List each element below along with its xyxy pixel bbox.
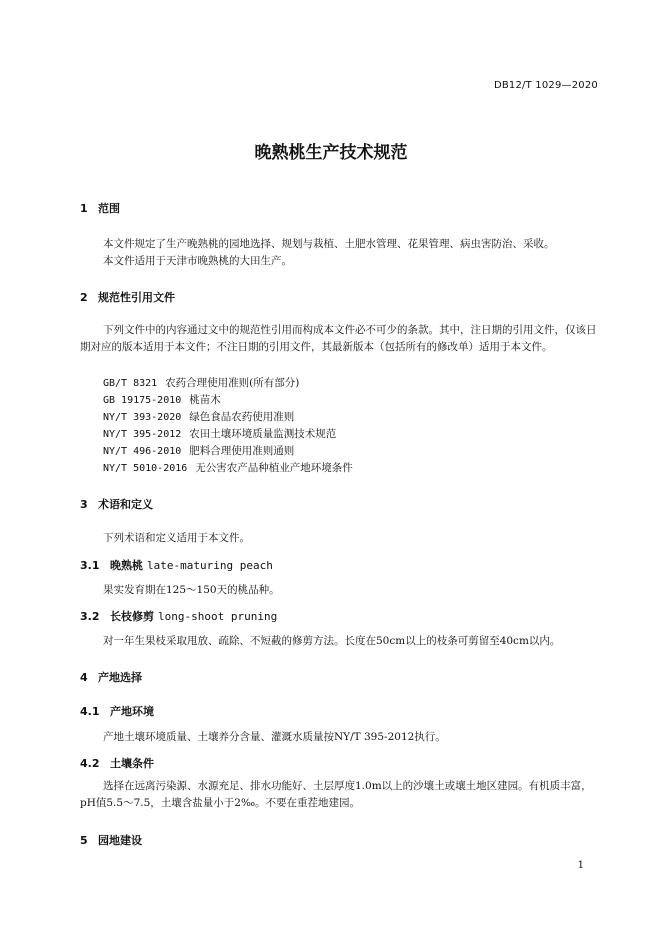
section-title: 产地选择 — [98, 671, 142, 684]
reference-code: GB/T 8321 — [103, 378, 158, 389]
section-2-paragraph-1: 下列文件中的内容通过文中的规范性引用而构成本文件必不可少的条款。其中，注日期的引用文件，仅该日期对应的版本适用于本文件；不注日期的引用文件，其最新版本（包括所有的修改单）适用于本文件。 — [80, 324, 597, 353]
reference-code: GB 19175-2010 — [103, 395, 182, 406]
term-title: 长枝修剪 — [110, 610, 154, 623]
section-number: 3 — [80, 498, 88, 511]
section-1-paragraph-1: 本文件规定了生产晚熟桃的园地选择、规划与栽植、土肥水管理、花果管理、病虫害防治、采收。 — [103, 238, 555, 250]
section-1-heading — [80, 200, 120, 216]
term-english: late-maturing peach — [147, 559, 273, 572]
reference-code: NY/T 496-2010 — [103, 446, 182, 457]
section-title: 园地建设 — [98, 834, 142, 847]
reference-name: 农田土壤环境质量监测技术规范 — [189, 428, 337, 440]
section-2-heading — [80, 289, 175, 305]
section-title: 范围 — [98, 202, 120, 215]
term-title: 晚熟桃 — [110, 559, 143, 572]
document-title: 晚熟桃生产技术规范 — [254, 143, 408, 163]
term-3-2-heading — [80, 608, 277, 624]
page-number: 1 — [577, 860, 584, 871]
reference-item — [103, 375, 299, 390]
reference-name: 肥料合理使用准则通则 — [189, 445, 295, 457]
section-number: 2 — [80, 291, 88, 304]
section-title: 规范性引用文件 — [98, 291, 175, 304]
reference-code: NY/T 5010-2016 — [103, 463, 188, 474]
clause-title: 土壤条件 — [110, 757, 154, 770]
reference-item — [103, 392, 221, 407]
reference-name: 绿色食品农药使用准则 — [189, 411, 295, 423]
clause-4-1-heading — [80, 703, 154, 719]
clause-4-2-text: 选择在远离污染源、水源充足、排水功能好、土层厚度1.0m以上的沙壤土或壤土地区建园。有机质丰富，pH值5.5～7.5，土壤含盐量小于2‰。不要在重茬地建园。 — [80, 780, 592, 809]
clause-4-2-heading — [80, 755, 154, 771]
section-5-heading — [80, 832, 142, 848]
reference-item — [103, 443, 294, 458]
reference-item — [103, 426, 336, 441]
section-1-paragraph-2: 本文件适用于天津市晚熟桃的大田生产。 — [103, 255, 292, 267]
standard-number: DB12/T 1029—2020 — [493, 80, 598, 91]
term-english: long-shoot pruning — [158, 610, 278, 623]
reference-code: NY/T 393-2020 — [103, 412, 182, 423]
section-number: 5 — [80, 834, 88, 847]
reference-code: NY/T 395-2012 — [103, 429, 182, 440]
clause-number: 4.2 — [80, 757, 100, 770]
clause-number: 3.2 — [80, 610, 100, 623]
term-3-2-definition: 对一年生果枝采取甩放、疏除、不短截的修剪方法。长度在50cm以上的枝条可剪留至40cm以内。 — [103, 635, 561, 647]
section-3-paragraph-1: 下列术语和定义适用于本文件。 — [103, 532, 250, 544]
clause-title: 产地环境 — [110, 705, 154, 718]
section-number: 1 — [80, 202, 88, 215]
reference-item — [103, 460, 353, 475]
clause-number: 4.1 — [80, 705, 100, 718]
section-number: 4 — [80, 671, 88, 684]
section-4-heading — [80, 669, 142, 685]
section-title: 术语和定义 — [98, 498, 153, 511]
reference-item — [103, 409, 294, 424]
reference-name: 无公害农产品种植业产地环境条件 — [195, 462, 353, 474]
section-3-heading — [80, 496, 153, 512]
reference-name: 农药合理使用准则(所有部分) — [165, 377, 300, 389]
reference-name: 桃苗木 — [189, 394, 221, 406]
clause-4-1-text: 产地土壤环境质量、土壤养分含量、灌溉水质量按NY/T 395-2012执行。 — [103, 731, 446, 743]
term-3-1-heading — [80, 557, 273, 573]
clause-number: 3.1 — [80, 559, 100, 572]
term-3-1-definition: 果实发育期在125～150天的桃品种。 — [103, 584, 280, 596]
